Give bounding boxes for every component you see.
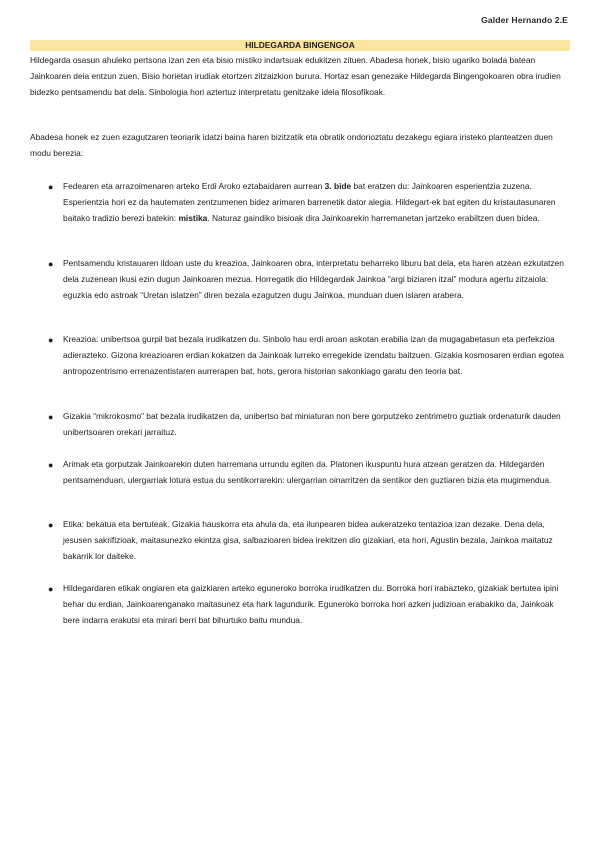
bullet-icon: ●	[48, 584, 54, 594]
bullet-icon: ●	[48, 335, 54, 345]
list-item-text: Gizakia “mikrokosmo” bat bezala irudikatzen da, unibertso bat miniaturan non bere gorputzeko zentrimetro guztiak ordenaturik dauden unibertsoaren orekari jarraituz.	[63, 411, 561, 438]
intro-paragraph: Hildegarda osasun ahuleko pertsona izan zen eta bisio mistiko indartsuak edukitzen zituen. Abadesa honek, bisio ugariko bolada batean Jainkoaren deia entzun zuen. Bisio horietan irudiak etortzen zitzaizkion burura. Hortaz esan genezake Hildegarda Bingengokoaren obra irudien bidezko pentsamendu bat dela. Sinbologia hori aztertuz interpretatu genitzake ideia filosofikoak.	[30, 55, 561, 98]
method-paragraph: Abadesa honek ez zuen ezagutzaren teoriarik idatzi baina haren bizitzatik eta obratik ondorioztatu dezakegu egiara iristeko planteatzen duen modu berezia:	[30, 132, 553, 159]
list-item-text: Hildegardaren etikak ongiaren eta gaizkiaren arteko eguneroko borroka irudikatzen du. Borroka hori irabazteko, gizakiak bertutea ipini behar du erdian, Jainkoarenganako maitasunez eta hark lagundurik. Eguneroko borroka hori azken judizioan erabakiko da, Jainkoak bere indarra erakutsi eta mirari berri bat bihurtuko baitu mundua.	[63, 583, 559, 626]
document-title: HILDEGARDA BINGENGOA	[30, 40, 570, 51]
list-item-text: Fedearen eta arrazoimenaren arteko Erdi Aroko eztabaidaren aurrean 3. bide bat eratzen du: Jainkoaren esperientzia zuzena. Esperientzia hori ez da hautematen zentzumenen bidez arimaren barrenetik dator alegia. Hildegart-ek bat egiten du kristautasunaren baitako tradizio berezi batekin: mistika. Naturaz gaindiko bisioak dira Jainkoarekin harremanetan jartzeko erabiltzen duen bidea.	[63, 181, 556, 224]
bullet-icon: ●	[48, 182, 54, 192]
author-name: Galder Hernando 2.E	[481, 15, 568, 25]
bullet-icon: ●	[48, 460, 54, 470]
bullet-icon: ●	[48, 259, 54, 269]
list-item-text: Etika: bekatua eta bertuteak. Gizakia hauskorra eta ahula da, eta ilunpearen bidea aukeratzeko tentazioa izan dezake. Dena dela, jesusen sakrifizioak, maitasunezko ekintza gisa, salbazioaren bidea irekitzen dio gizakiari, eta hori, Agustin bezala, Jainkoa maitatuz bakarrik lor daiteke.	[63, 519, 553, 562]
list-item-text: Arimak eta gorputzak Jainkoarekin duten harremana urrundu egiten da. Platonen ikuspuntu hura atzean geratzen da. Hildegarden pentsamenduan, ulergarriak lotura estua du sentikorrarekin: ulergarrian oinarritzen da sentikor den guztiaren bizia eta mugimendua.	[63, 459, 552, 486]
list-item-text: Kreazioa: unibertsoa gurpil bat bezala irudikatzen du. Sinbolo hau erdi aroan askotan erabilia izan da mugagabetasun eta perfekzioa adierazteko. Gizona kreazioaren erdian kokatzen da Jainkoak lurreko erregekide izendatu baitzuen. Gizakia kosmosaren erdian egotea antropozentrismo errenazentistaren aurrerapen bat, hots, gerora historian sakonkiago garatu den teoria bat.	[63, 334, 564, 377]
bullet-icon: ●	[48, 412, 54, 422]
list-item-text: Pentsamendu kristauaren ildoan uste du kreazioa, Jainkoaren obra, interpretatu beharreko liburu bat dela, eta haren atzean ezkutatzen dela zuzenean ikusi ezin dugun Jainkoaren mezua. Horregatik dio Hildegardak Jainkoa “argi biziaren itzal” modura agertu zitzaiola: eguzkia edo astroak “Uretan islatzen” diren bezala ezagutzen dugu Jainkoa, munduan duen islaren arabera.	[63, 258, 564, 301]
bullet-icon: ●	[48, 520, 54, 530]
